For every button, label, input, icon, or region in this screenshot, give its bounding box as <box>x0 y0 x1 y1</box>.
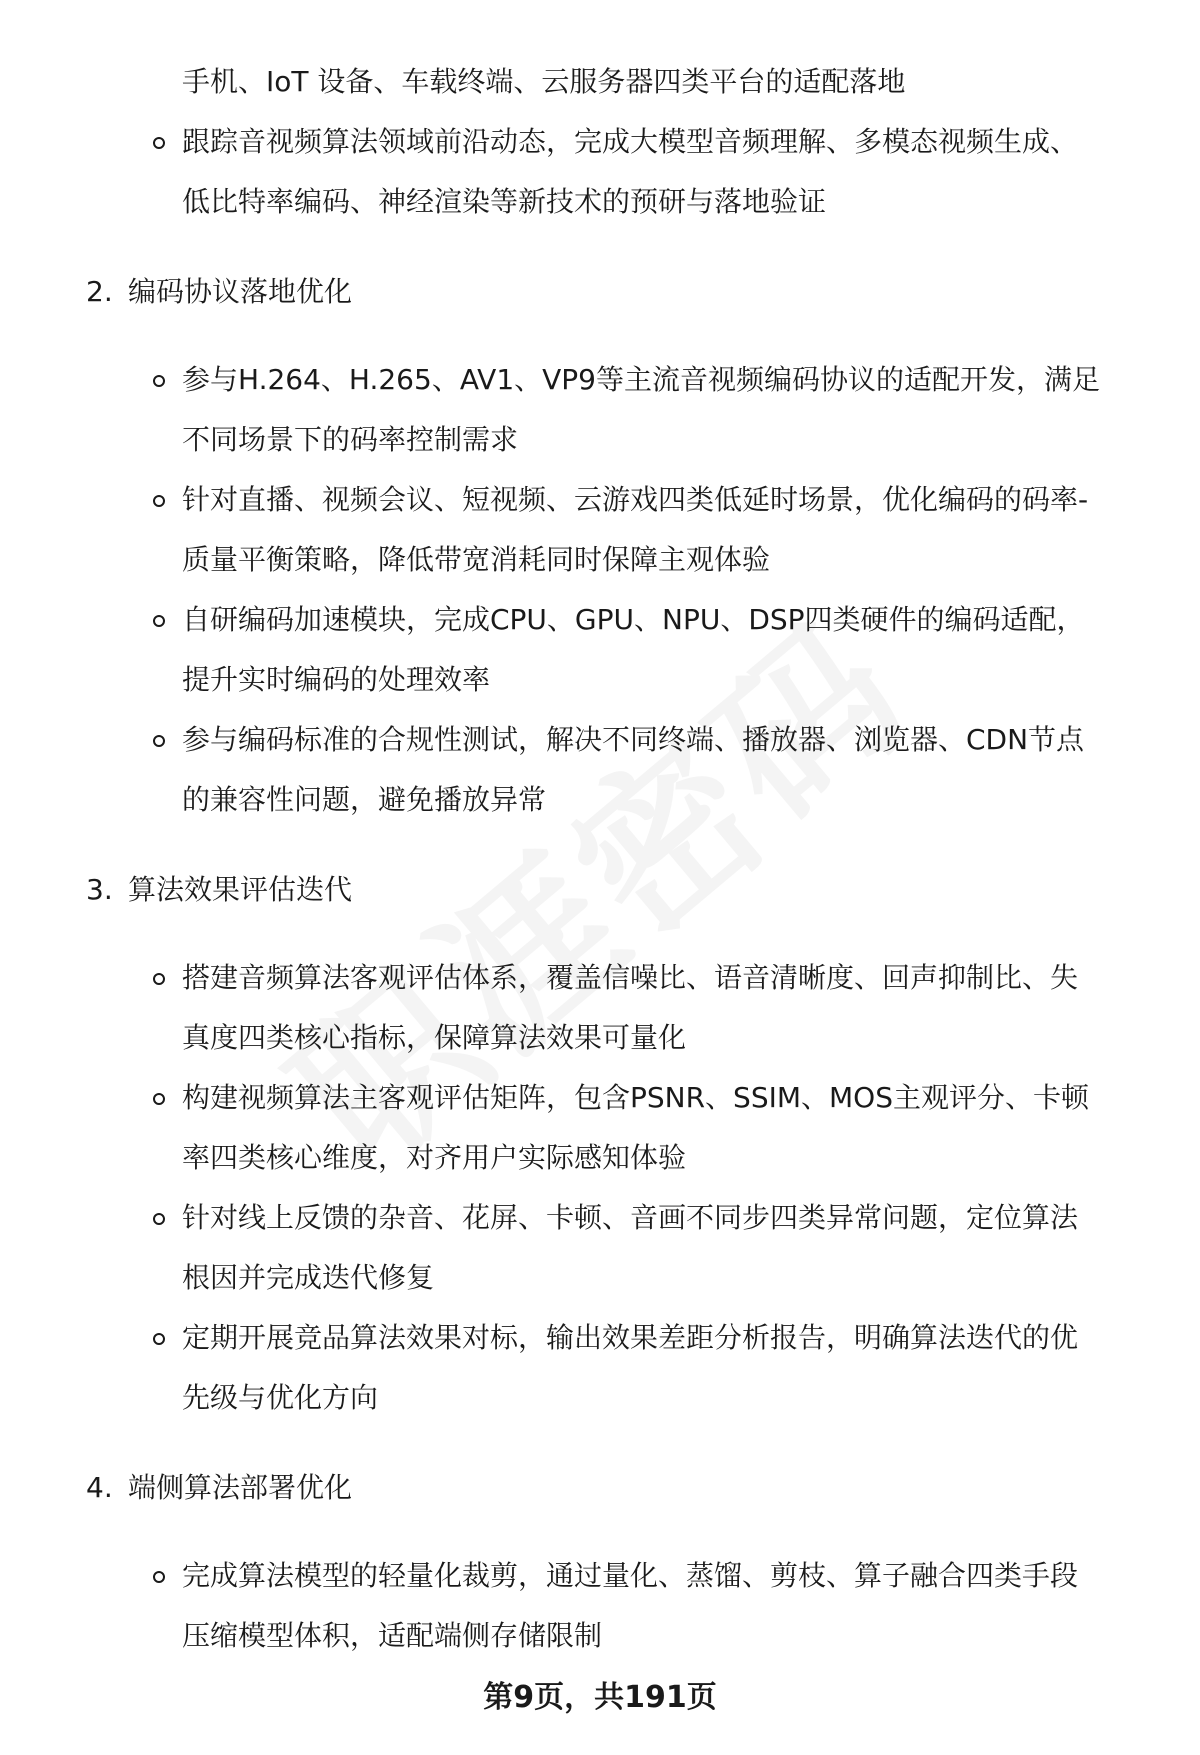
bullet-line: 真度四类核心指标，保障算法效果可量化 <box>182 1021 687 1054</box>
section-bullet-list <box>0 948 1200 1428</box>
bullet-line: 先级与优化方向 <box>182 1381 379 1414</box>
bullet-line: 低比特率编码、神经渲染等新技术的预研与落地验证 <box>182 185 827 218</box>
hollow-bullet-icon <box>153 1093 165 1105</box>
hollow-bullet-icon <box>153 137 165 149</box>
hollow-bullet-icon <box>153 1571 165 1583</box>
intro-bullet-list <box>0 112 1200 232</box>
page-content <box>0 52 1200 1666</box>
list-item <box>0 1188 1200 1308</box>
hollow-bullet-icon <box>153 1213 165 1225</box>
section-title: 算法效果评估迭代 <box>128 873 353 906</box>
section-title: 端侧算法部署优化 <box>128 1471 353 1504</box>
section-heading <box>0 1458 1200 1518</box>
bullet-line: 压缩模型体积，适配端侧存储限制 <box>182 1619 603 1652</box>
section-number: 3. <box>86 873 113 906</box>
list-item <box>0 948 1200 1068</box>
list-item <box>0 1068 1200 1188</box>
list-item <box>0 710 1200 830</box>
hollow-bullet-icon <box>153 375 165 387</box>
list-item <box>0 112 1200 232</box>
bullet-line: 搭建音频算法客观评估体系，覆盖信噪比、语音清晰度、回声抑制比、失 <box>182 961 1079 994</box>
hollow-bullet-icon <box>153 495 165 507</box>
bullet-line: 自研编码加速模块，完成CPU、GPU、NPU、DSP四类硬件的编码适配， <box>182 603 1085 636</box>
bullet-line: 参与H.264、H.265、AV1、VP9等主流音视频编码协议的适配开发，满足 <box>182 363 1101 396</box>
bullet-line: 不同场景下的码率控制需求 <box>182 423 519 456</box>
section-title: 编码协议落地优化 <box>128 275 353 308</box>
section-bullet-list <box>0 1546 1200 1666</box>
section-heading <box>0 262 1200 322</box>
bullet-line: 的兼容性问题，避免播放异常 <box>182 783 547 816</box>
bullet-line: 完成算法模型的轻量化裁剪，通过量化、蒸馏、剪枝、算子融合四类手段 <box>182 1559 1079 1592</box>
bullet-line: 质量平衡策略，降低带宽消耗同时保障主观体验 <box>182 543 771 576</box>
bullet-line: 跟踪音视频算法领域前沿动态，完成大模型音频理解、多模态视频生成、 <box>182 125 1079 158</box>
list-item <box>0 470 1200 590</box>
bullet-line: 根因并完成迭代修复 <box>182 1261 435 1294</box>
bullet-line: 定期开展竞品算法效果对标，输出效果差距分析报告，明确算法迭代的优 <box>182 1321 1079 1354</box>
bullet-line: 参与编码标准的合规性测试，解决不同终端、播放器、浏览器、CDN节点 <box>182 723 1085 756</box>
bullet-line: 针对线上反馈的杂音、花屏、卡顿、音画不同步四类异常问题，定位算法 <box>182 1201 1079 1234</box>
section-number: 2. <box>86 275 113 308</box>
list-item <box>0 590 1200 710</box>
list-item <box>0 350 1200 470</box>
continued-bullet-line: 手机、IoT 设备、车载终端、云服务器四类平台的适配落地 <box>182 65 906 98</box>
section-deployment <box>0 1458 1200 1666</box>
list-item <box>0 1546 1200 1666</box>
hollow-bullet-icon <box>153 615 165 627</box>
section-heading <box>0 860 1200 920</box>
bullet-line: 构建视频算法主客观评估矩阵，包含PSNR、SSIM、MOS主观评分、卡顿 <box>182 1081 1089 1114</box>
section-bullet-list <box>0 350 1200 830</box>
hollow-bullet-icon <box>153 973 165 985</box>
hollow-bullet-icon <box>153 735 165 747</box>
hollow-bullet-icon <box>153 1333 165 1345</box>
section-number: 4. <box>86 1471 113 1504</box>
section-evaluation <box>0 860 1200 1428</box>
page-number-footer: 第9页，共191页 <box>483 1680 717 1715</box>
bullet-line: 率四类核心维度，对齐用户实际感知体验 <box>182 1141 687 1174</box>
bullet-line: 提升实时编码的处理效率 <box>182 663 491 696</box>
section-encoding <box>0 262 1200 830</box>
list-item <box>0 1308 1200 1428</box>
bullet-line: 针对直播、视频会议、短视频、云游戏四类低延时场景，优化编码的码率- <box>182 483 1089 516</box>
